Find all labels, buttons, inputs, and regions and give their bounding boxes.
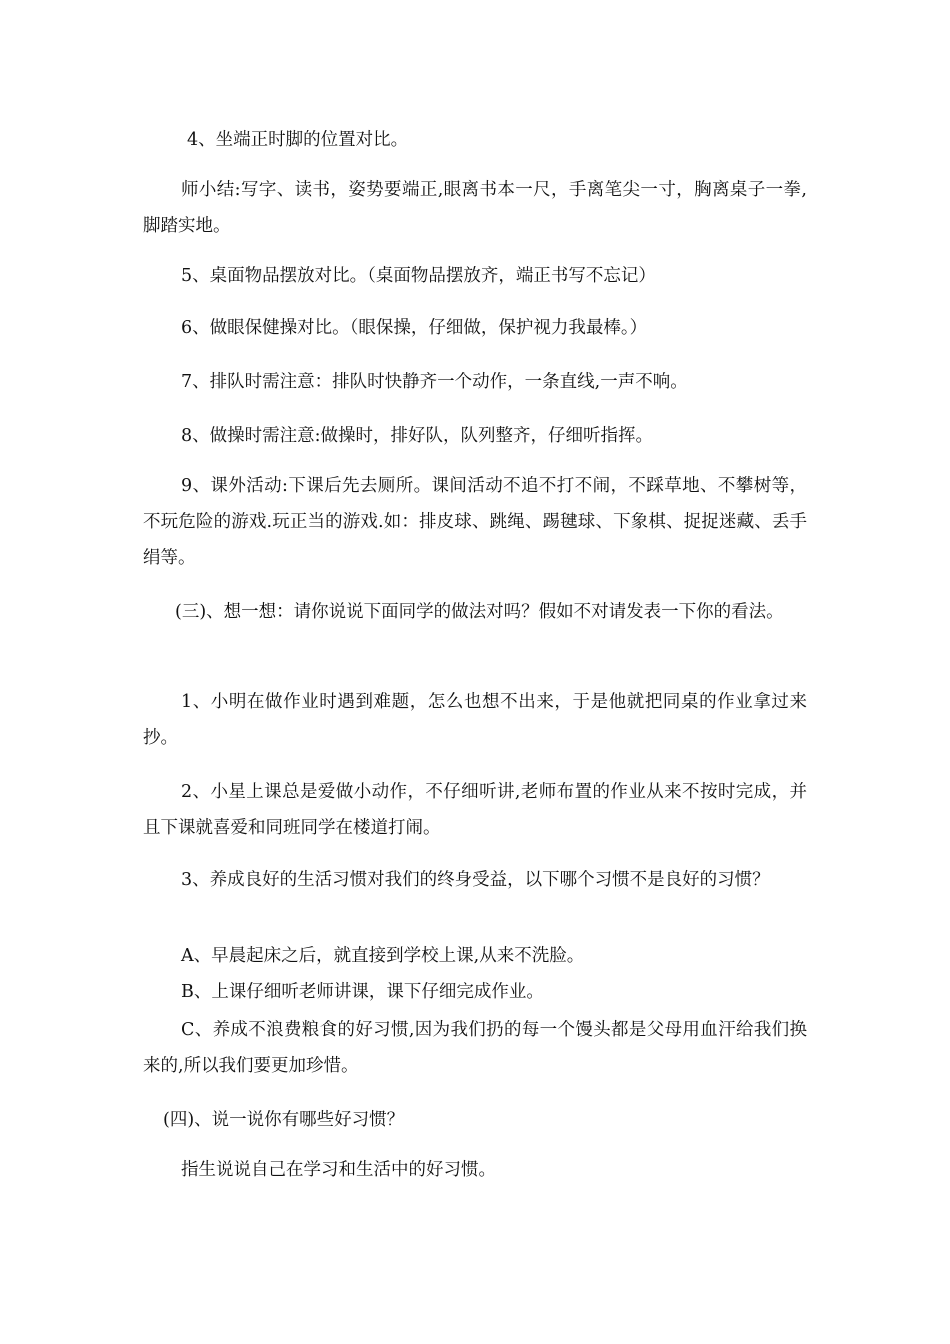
section-four-heading: (四)、说一说你有哪些好习惯？ [163,1110,405,1130]
paragraph-item-4: 4、坐端正时脚的位置对比。 [187,130,409,150]
option-a: A、早晨起床之后，就直接到学校上课,从来不洗脸。 [181,946,585,966]
section-three-heading: (三)、想一想：请你说说下面同学的做法对吗？假如不对请发表一下你的看法。 [175,602,784,622]
paragraph-teacher-summary: 师小结:写字、读书，姿势要端正,眼离书本一尺，手离笔尖一寸，胸离桌子一拳,脚踏实地。 [143,180,807,236]
question-item-3: 3、养成良好的生活习惯对我们的终身受益，以下哪个习惯不是良好的习惯？ [181,870,770,890]
paragraph-item-8: 8、做操时需注意:做操时，排好队，队列整齐，仔细听指挥。 [181,426,654,446]
option-b: B、上课仔细听老师讲课，课下仔细完成作业。 [181,982,544,1002]
paragraph-student-habits: 指生说说自己在学习和生活中的好习惯。 [181,1160,496,1180]
option-c: C、养成不浪费粮食的好习惯,因为我们扔的每一个馒头都是父母用血汗给我们换来的,所以我们要更加珍惜。 [143,1020,807,1076]
paragraph-item-9: 9、课外活动:下课后先去厕所。课间活动不追不打不闹，不踩草地、不攀树等，不玩危险的游戏.玩正当的游戏.如：排皮球、跳绳、踢毽球、下象棋、捉捉迷藏、丢手绢等。 [143,476,807,568]
question-item-2: 2、小星上课总是爱做小动作，不仔细听讲,老师布置的作业从来不按时完成，并且下课就喜爱和同班同学在楼道打闹。 [143,782,807,838]
question-item-1: 1、小明在做作业时遇到难题，怎么也想不出来，于是他就把同桌的作业拿过来抄。 [143,692,807,748]
paragraph-item-6: 6、做眼保健操对比。（眼保操，仔细做，保护视力我最棒。） [181,318,648,338]
paragraph-item-7: 7、排队时需注意：排队时快静齐一个动作，一条直线,一声不响。 [181,372,688,392]
paragraph-item-5: 5、桌面物品摆放对比。（桌面物品摆放齐，端正书写不忘记） [181,266,656,286]
